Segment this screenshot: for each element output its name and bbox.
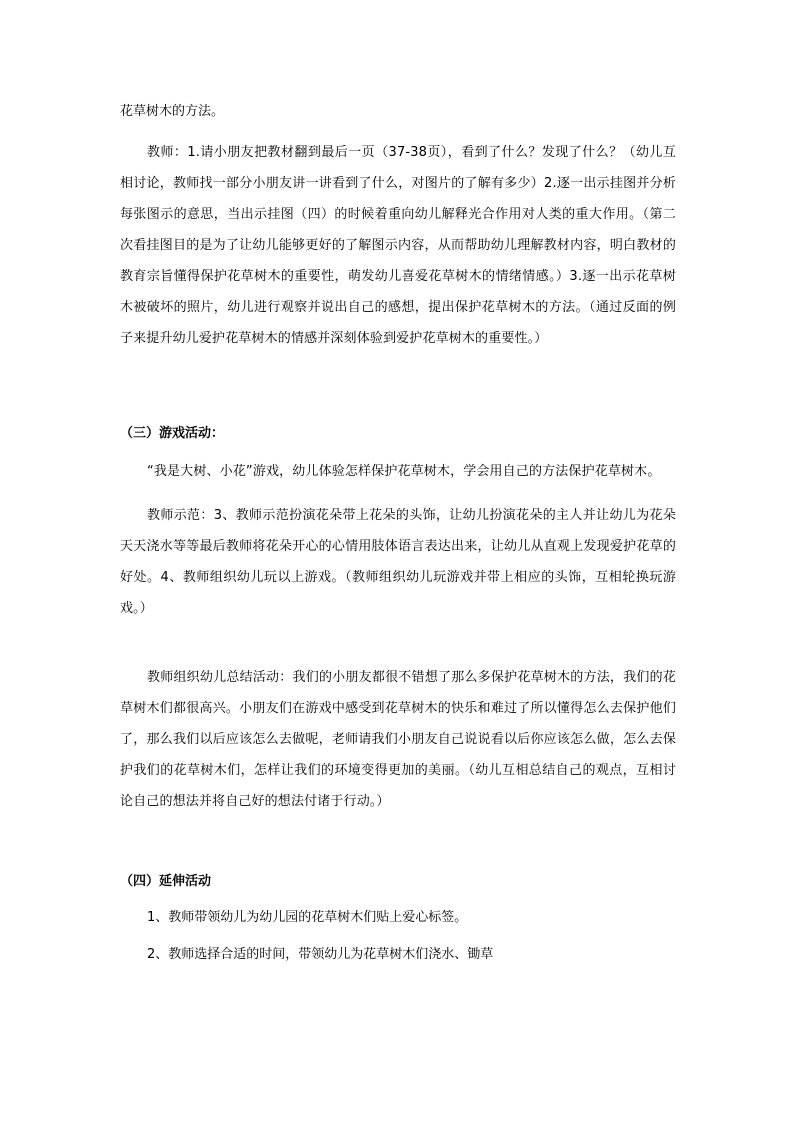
section-3-heading: （三）游戏活动： (120, 426, 225, 441)
top-fragment-line: 花草树木的方法。 (120, 104, 225, 119)
teacher-intro-paragraph: 教师：1.请小朋友把教材翻到最后一页（37-38页），看到了什么？发现了什么？（幼儿互相讨论，教师找一部分小朋友讲一讲看到了什么，对图片的了解有多少）2.逐一出示挂图并分析每张图示的意思，当出示挂图（四）的时候着重向幼儿解释光合作用对人类的重大作用。（第二次看挂图目的是为了让幼儿能够更好的了解图示内容，从而帮助幼儿理解教材内容，明白教材的教育宗旨懂得保护花草树木的重要性，萌发幼儿喜爱花草树木的情绪情感。）3.逐一出示花草树木被破坏的照片，幼儿进行观察并说出自己的感想，提出保护花草树木的方法。（通过反面的例子来提升幼儿爱护花草树木的情感并深刻体验到爱护花草树木的重要性。） (120, 145, 676, 346)
extension-item-1: 1、教师带领幼儿为幼儿园的花草树木们贴上爱心标签。 (147, 910, 468, 925)
extension-item-2: 2、教师选择合适的时间，带领幼儿为花草树木们浇水、锄草 (147, 947, 494, 962)
game-intro-paragraph: “我是大树、小花”游戏，幼儿体验怎样保护花草树木，学会用自己的方法保护花草树木。 (147, 464, 661, 479)
teacher-demo-paragraph: 教师示范：3、教师示范扮演花朵带上花朵的头饰，让幼儿扮演花朵的主人并让幼儿为花朵天天浇水等等最后教师将花朵开心的心情用肢体语言表达出来，让幼儿从直观上发现爱护花草的好处。4、教师组织幼儿玩以上游戏。（教师组织幼儿玩游戏并带上相应的头饰，互相轮换玩游戏。） (120, 508, 676, 616)
section-4-heading: （四）延伸活动 (120, 874, 212, 889)
summary-paragraph: 教师组织幼儿总结活动：我们的小朋友都很不错想了那么多保护花草树木的方法，我们的花草树木们都很高兴。小朋友们在游戏中感受到花草树木的快乐和难过了所以懂得怎么去保护他们了，那么我们以后应该怎么去做呢，老师请我们小朋友自己说说看以后你应该怎么做，怎么去保护我们的花草树木们，怎样让我们的环境变得更加的美丽。（幼儿互相总结自己的观点，互相讨论自己的想法并将自己好的想法付诸于行动。） (120, 670, 676, 809)
